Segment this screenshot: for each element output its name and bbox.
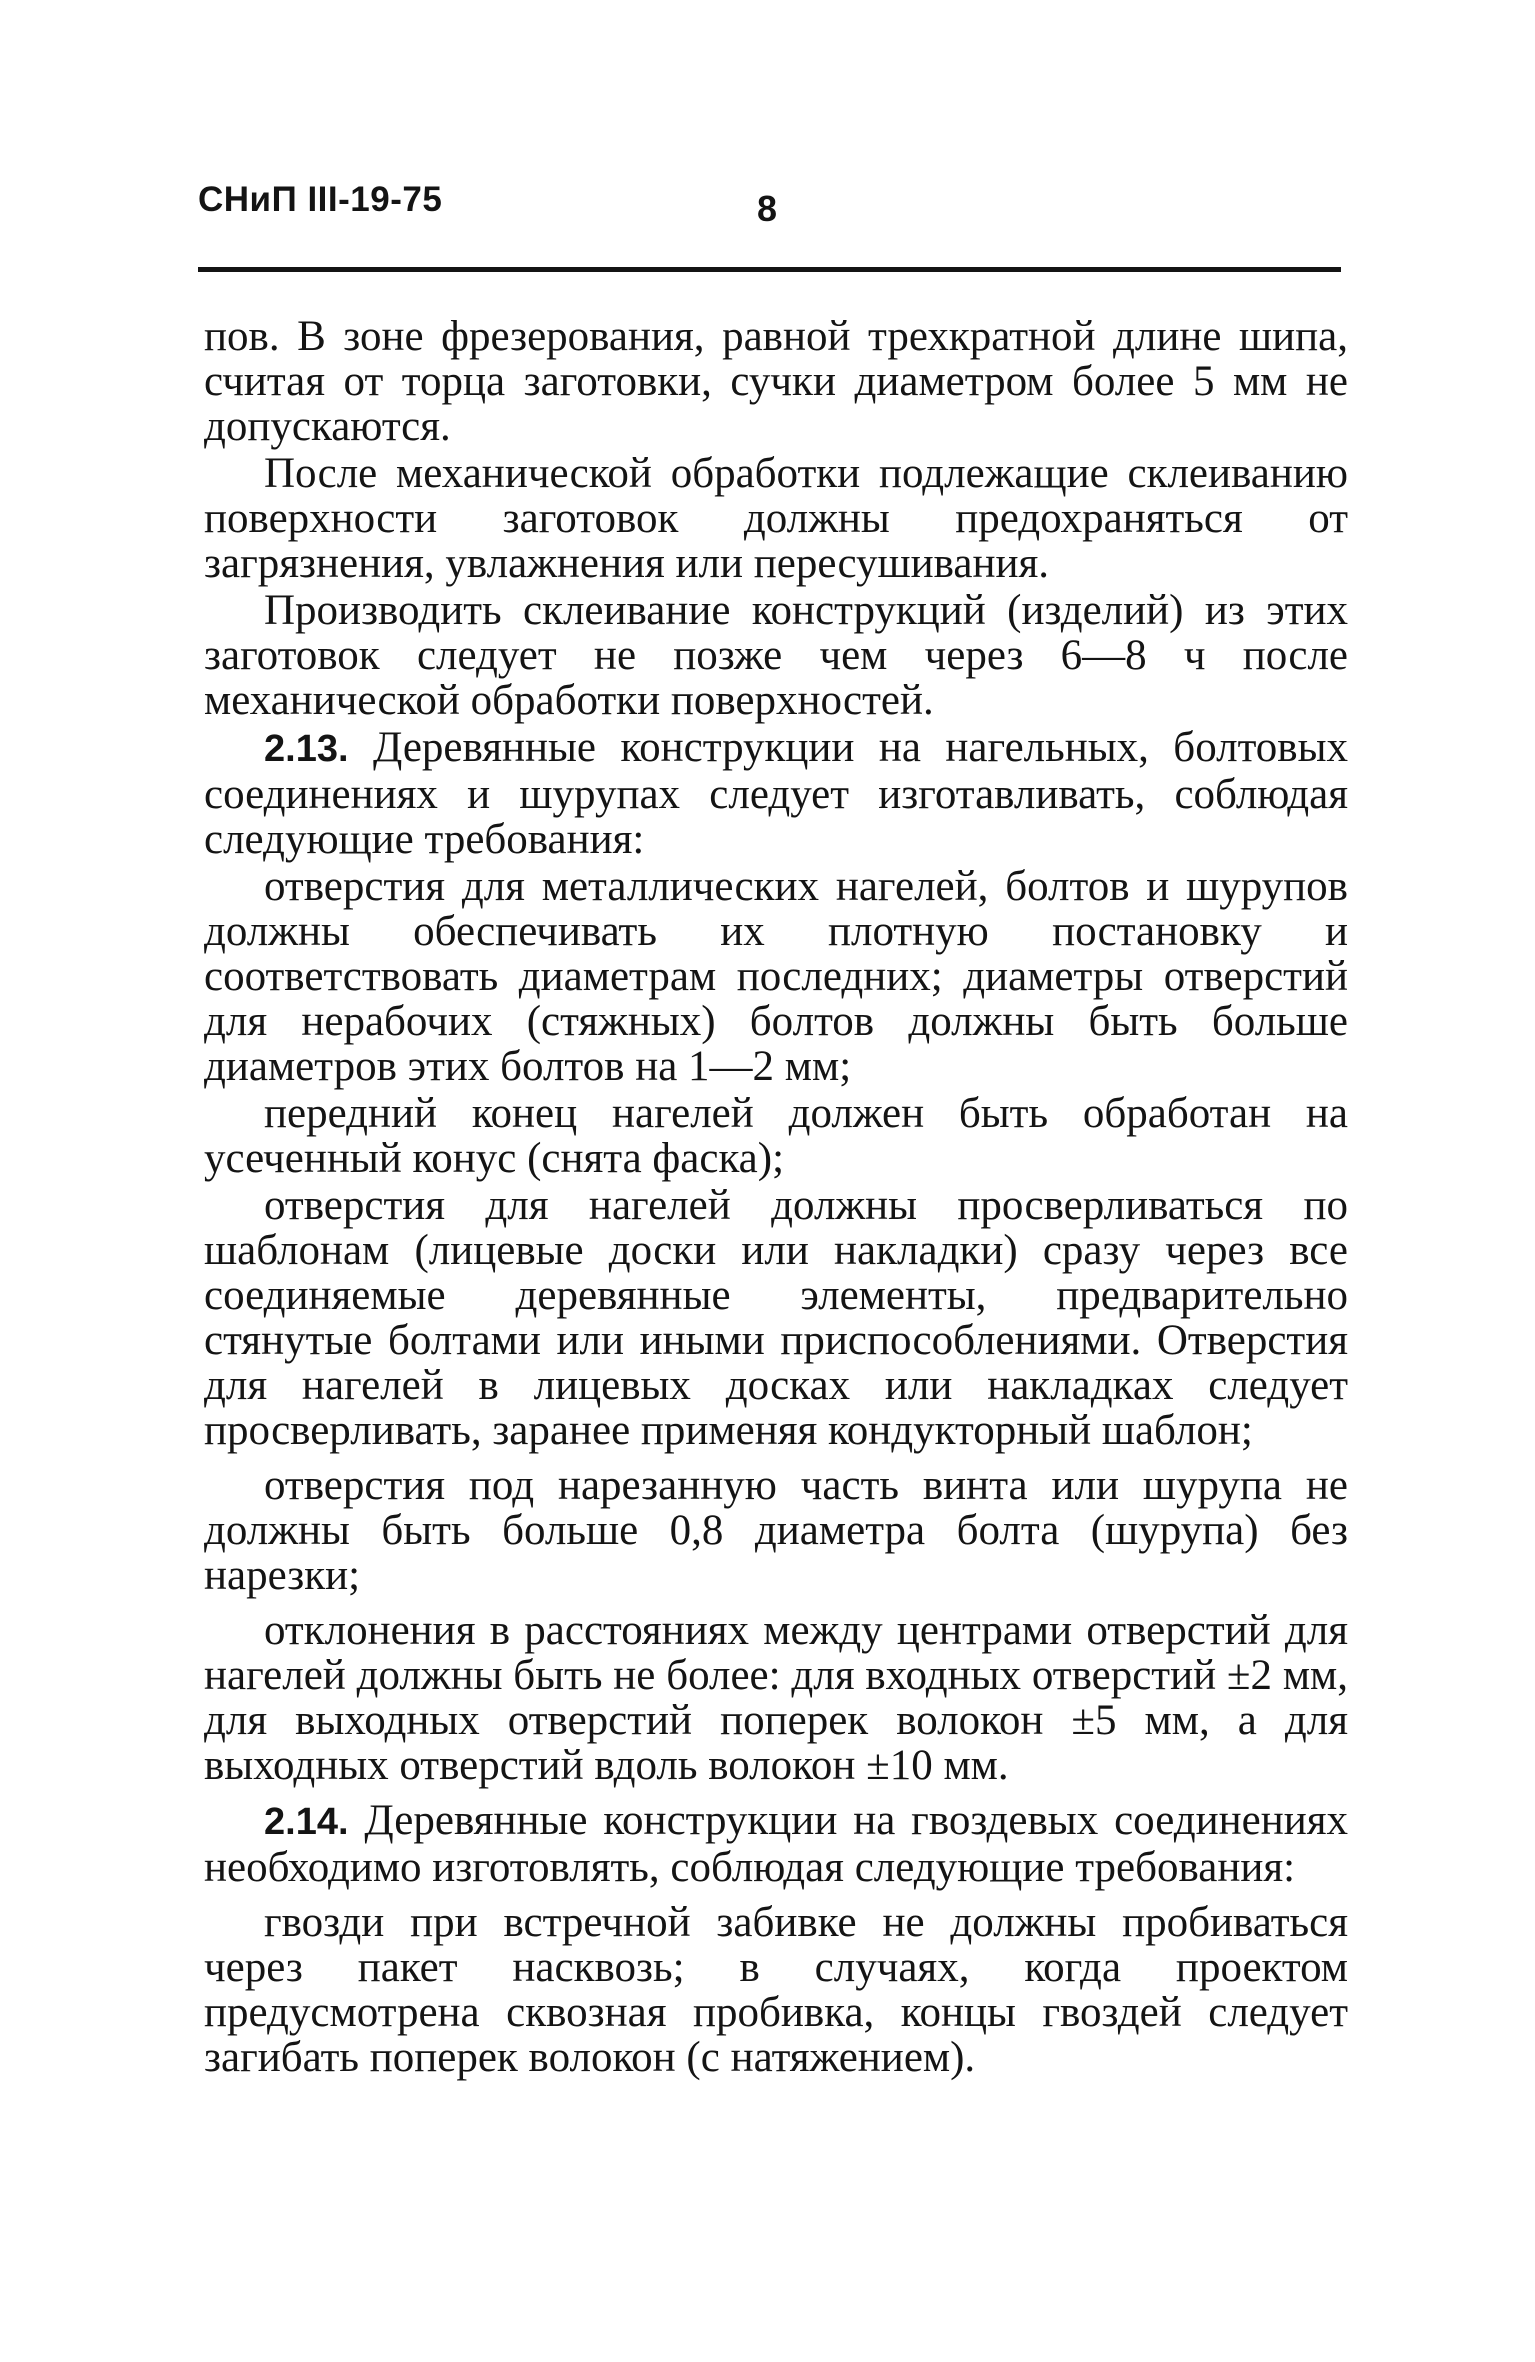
list-item xyxy=(204,864,1348,1089)
document-code: СНиП III-19-75 xyxy=(198,180,443,219)
paragraph xyxy=(204,451,1348,586)
paragraph-text: отверстия для металлических нагелей, болтов и шурупов должны обеспечивать их плотную постановку и соответствовать диаметрам последних; диаметры отверстий для нерабочих (стяжных) болтов должны быть больше диаметров этих болтов на 1—2 мм; xyxy=(204,863,1348,1090)
paragraph-text: Производить склеивание конструкций (изделий) из этих заготовок следует не позже чем через 6—8 ч после механической обработки поверхностей. xyxy=(204,587,1348,724)
paragraph-text: отверстия для нагелей должны просверливаться по шаблонам (лицевые доски или накладки) сразу через все соединяемые деревянные элементы, предварительно стянутые болтами или иными приспособлениями. Отверстия для нагелей в лицевых досках или накладках следует просверливать, заранее применяя кондукторный шаблон; xyxy=(204,1182,1348,1454)
clause-2-13 xyxy=(204,725,1348,862)
paragraph-text: гвозди при встречной забивке не должны пробиваться через пакет насквозь; в случаях, когда проектом предусмотрена сквозная пробивка, концы гвоздей следует загибать поперек волокон (с натяжением). xyxy=(204,1899,1348,2081)
paragraph xyxy=(204,588,1348,723)
clause-number: 2.14. xyxy=(264,1801,349,1843)
paragraph xyxy=(204,314,1348,449)
body-text xyxy=(204,314,1348,2082)
paragraph-text: пов. В зоне фрезерования, равной трехкратной длине шипа, считая от торца заготовки, сучки диаметром более 5 мм не допускаются. xyxy=(204,313,1348,450)
paragraph-text: Деревянные конструкции на гвоздевых соединениях необходимо изготовлять, соблюдая следующие требования: xyxy=(204,1797,1348,1891)
paragraph-text: передний конец нагелей должен быть обработан на усеченный конус (снята фаска); xyxy=(204,1090,1348,1182)
clause-2-14 xyxy=(204,1798,1348,1890)
clause-number: 2.13. xyxy=(264,728,349,770)
paragraph-text: отверстия под нарезанную часть винта или шурупа не должны быть больше 0,8 диаметра болта (шурупа) без нарезки; xyxy=(204,1462,1348,1599)
paragraph-text: отклонения в расстояниях между центрами отверстий для нагелей должны быть не более: для входных отверстий ±2 мм, для выходных отверстий поперек волокон ±5 мм, а для выходных отверстий вдоль волокон ±10 мм. xyxy=(204,1607,1348,1789)
page-number: 8 xyxy=(757,188,778,229)
list-item xyxy=(204,1463,1348,1598)
header-rule xyxy=(198,267,1341,272)
list-item xyxy=(204,1608,1348,1788)
paragraph-text: Деревянные конструкции на нагельных, болтовых соединениях и шурупах следует изготавливать, соблюдая следующие требования: xyxy=(204,724,1348,863)
paragraph-text: После механической обработки подлежащие склеиванию поверхности заготовок должны предохраняться от загрязнения, увлажнения или пересушивания. xyxy=(204,450,1348,587)
list-item xyxy=(204,1183,1348,1453)
list-item xyxy=(204,1091,1348,1181)
list-item xyxy=(204,1900,1348,2080)
